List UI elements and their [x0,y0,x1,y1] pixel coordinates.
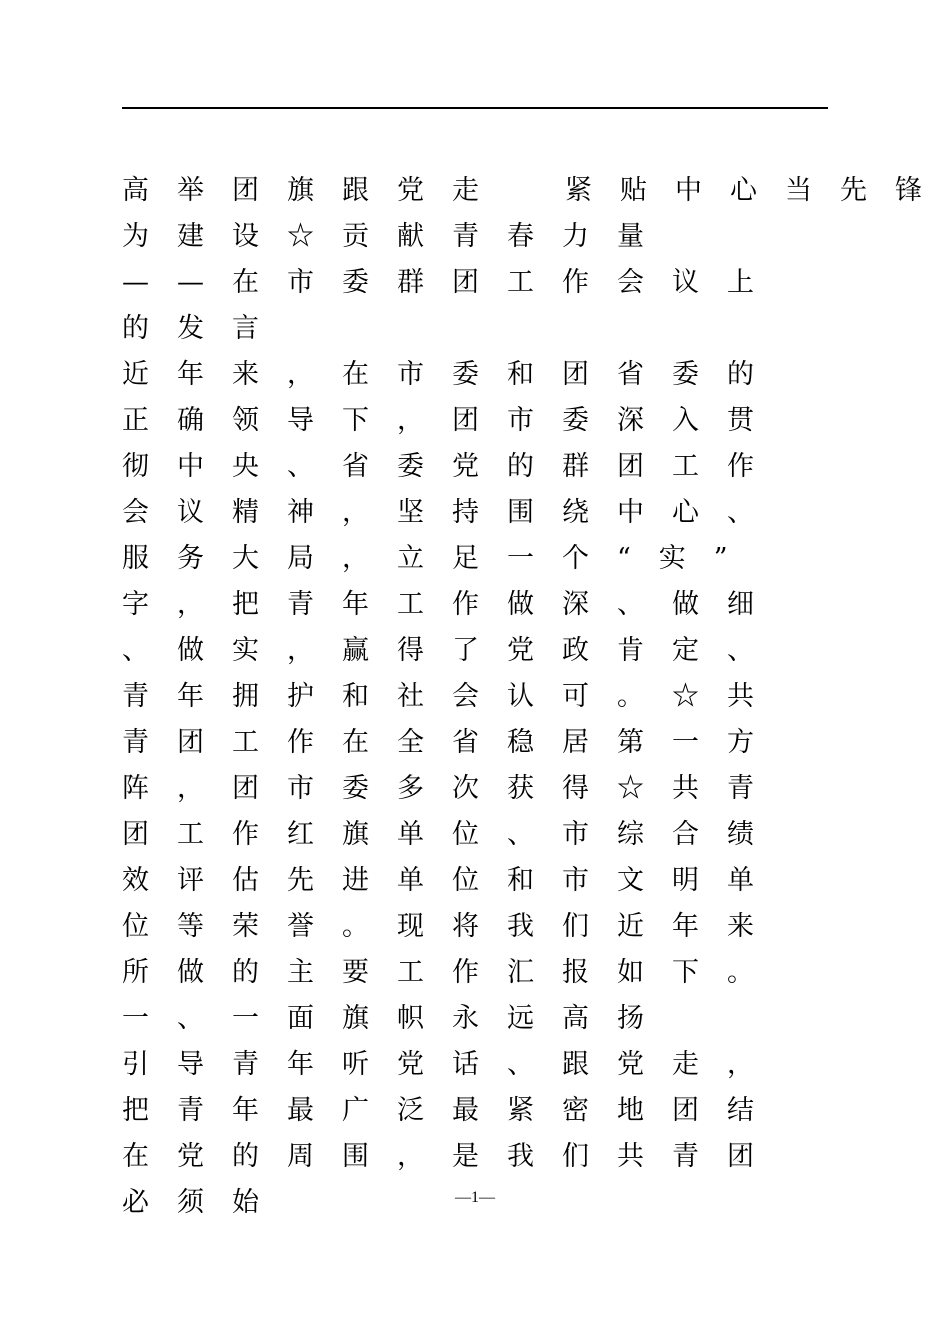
header-rule [122,107,828,109]
text-line: 团工作红旗单位、市综合绩 [122,819,782,850]
text-line: 服务大局，立足一个“实” [122,543,756,574]
text-line: 在党的周围，是我们共青团 [122,1141,782,1172]
title-part-1: 高举团旗跟党走 [122,175,507,206]
text-line: 阵，团市委多次获得☆共青 [122,773,782,804]
text-line: 彻中央、省委党的群团工作 [122,451,782,482]
text-line: 会议精神，坚持围绕中心、 [122,497,782,528]
text-line: 引导青年听党话、跟党走， [122,1049,782,1080]
text-line: 、做实，赢得了党政肯定、 [122,635,782,666]
page-number: —1— [455,1189,495,1206]
text-line: 把青年最广泛最紧密地团结 [122,1095,782,1126]
text-line: 效评估先进单位和市文明单 [122,865,782,896]
text-line: 必须始 [122,1187,287,1218]
text-line: ——在市委群团工作会议上 [122,267,782,298]
text-line: 的发言 [122,313,287,344]
title-part-2: 紧贴中心当先锋 [565,175,950,206]
text-line: 字，把青年工作做深、做细 [122,589,782,620]
document-lines [122,214,812,1226]
text-line: 近年来，在市委和团省委的 [122,359,782,390]
text-line: 位等荣誉。现将我们近年来 [122,911,782,942]
text-line: 一、一面旗帜永远高扬 [122,1003,672,1034]
text-line: 青年拥护和社会认可。☆共 [122,681,782,712]
text-line: 为建设☆贡献青春力量 [122,221,672,252]
title-line-1 [122,168,950,214]
text-line: 正确领导下，团市委深入贯 [122,405,782,436]
document-body [122,168,950,1226]
text-line: 所做的主要工作汇报如下。 [122,957,782,988]
text-line: 青团工作在全省稳居第一方 [122,727,782,758]
